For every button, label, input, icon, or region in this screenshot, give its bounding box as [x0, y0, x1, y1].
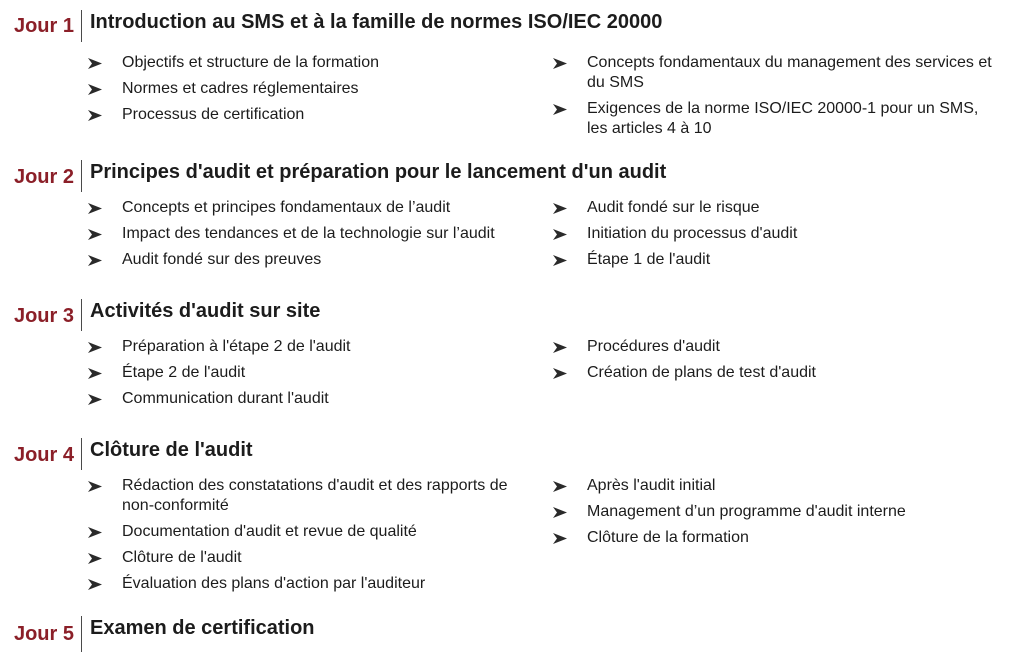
arrowhead-bullet-icon	[553, 342, 567, 353]
topic-item: Communication durant l'audit	[88, 389, 558, 409]
topic-item: Initiation du processus d'audit	[553, 224, 993, 244]
day-separator	[81, 299, 82, 331]
topic-item: Exigences de la norme ISO/IEC 20000-1 pour un SMS, les articles 4 à 10	[553, 99, 993, 139]
arrowhead-bullet-icon	[88, 481, 102, 492]
day-section-5	[0, 616, 1024, 656]
arrowhead-bullet-icon	[553, 533, 567, 544]
arrowhead-bullet-icon	[553, 104, 567, 115]
arrowhead-bullet-icon	[553, 58, 567, 69]
day-section-3	[0, 299, 1024, 419]
day-separator	[81, 160, 82, 192]
topic-item: Création de plans de test d'audit	[553, 363, 993, 383]
topic-list-left	[88, 198, 558, 276]
topic-list-left	[88, 53, 558, 131]
topic-item: Rédaction des constatations d'audit et des rapports de non-conformité	[88, 476, 542, 516]
topic-item: Concepts et principes fondamentaux de l’audit	[88, 198, 558, 218]
day-title: Examen de certification	[90, 617, 315, 639]
topic-list-left	[88, 476, 558, 600]
day-label: Jour 1	[13, 15, 74, 37]
topic-item: Étape 1 de l'audit	[553, 250, 993, 270]
topic-list-right	[553, 53, 993, 145]
topic-item: Procédures d'audit	[553, 337, 993, 357]
day-separator	[81, 616, 82, 652]
day-section-4	[0, 438, 1024, 598]
topic-item: Audit fondé sur des preuves	[88, 250, 558, 270]
topic-item: Étape 2 de l'audit	[88, 363, 558, 383]
arrowhead-bullet-icon	[553, 481, 567, 492]
arrowhead-bullet-icon	[88, 579, 102, 590]
arrowhead-bullet-icon	[88, 394, 102, 405]
topic-item: Évaluation des plans d'action par l'auditeur	[88, 574, 558, 594]
topic-list-right	[553, 476, 993, 554]
day-title: Introduction au SMS et à la famille de normes ISO/IEC 20000	[90, 11, 663, 33]
arrowhead-bullet-icon	[88, 527, 102, 538]
arrowhead-bullet-icon	[88, 255, 102, 266]
day-separator	[81, 10, 82, 42]
day-title: Activités d'audit sur site	[90, 300, 321, 322]
arrowhead-bullet-icon	[88, 342, 102, 353]
arrowhead-bullet-icon	[553, 368, 567, 379]
day-title: Clôture de l'audit	[90, 439, 253, 461]
topic-item: Clôture de la formation	[553, 528, 993, 548]
topic-item: Processus de certification	[88, 105, 558, 125]
arrowhead-bullet-icon	[88, 368, 102, 379]
arrowhead-bullet-icon	[88, 58, 102, 69]
topic-item: Audit fondé sur le risque	[553, 198, 993, 218]
day-section-2	[0, 160, 1024, 280]
arrowhead-bullet-icon	[88, 203, 102, 214]
arrowhead-bullet-icon	[553, 229, 567, 240]
topic-item: Management d’un programme d'audit interne	[553, 502, 993, 522]
topic-item: Normes et cadres réglementaires	[88, 79, 558, 99]
day-title: Principes d'audit et préparation pour le lancement d'un audit	[90, 161, 667, 183]
day-label: Jour 2	[13, 166, 74, 188]
topic-item: Documentation d'audit et revue de qualité	[88, 522, 558, 542]
topic-list-left	[88, 337, 558, 415]
topic-item: Après l'audit initial	[553, 476, 993, 496]
arrowhead-bullet-icon	[88, 229, 102, 240]
topic-list-right	[553, 337, 993, 389]
day-label: Jour 5	[13, 623, 74, 645]
topic-item: Clôture de l'audit	[88, 548, 558, 568]
topic-item: Concepts fondamentaux du management des services et du SMS	[553, 53, 993, 93]
arrowhead-bullet-icon	[553, 203, 567, 214]
arrowhead-bullet-icon	[88, 110, 102, 121]
arrowhead-bullet-icon	[553, 507, 567, 518]
arrowhead-bullet-icon	[88, 553, 102, 564]
topic-item: Préparation à l'étape 2 de l'audit	[88, 337, 558, 357]
arrowhead-bullet-icon	[88, 84, 102, 95]
day-section-1	[0, 10, 1024, 145]
day-separator	[81, 438, 82, 470]
topic-list-right	[553, 198, 993, 276]
day-label: Jour 4	[13, 444, 74, 466]
topic-item: Impact des tendances et de la technologie sur l’audit	[88, 224, 558, 244]
arrowhead-bullet-icon	[553, 255, 567, 266]
topic-item: Objectifs et structure de la formation	[88, 53, 558, 73]
day-label: Jour 3	[13, 305, 74, 327]
